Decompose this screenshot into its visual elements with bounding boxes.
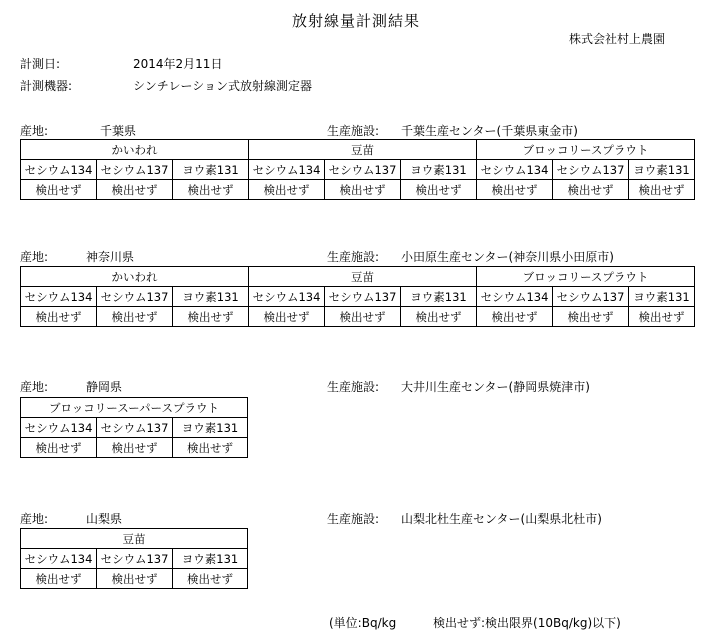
product-header: 豆苗 xyxy=(249,267,477,287)
isotope-header: セシウム137 xyxy=(97,160,173,180)
facility-label: 生産施設: xyxy=(327,124,380,138)
origin-value: 神奈川県 xyxy=(86,250,135,264)
origin-value: 静岡県 xyxy=(86,380,123,394)
isotope-header: ヨウ素131 xyxy=(629,160,695,180)
result-cell: 検出せず xyxy=(477,307,553,327)
result-cell: 検出せず xyxy=(553,307,629,327)
result-cell: 検出せず xyxy=(21,180,97,200)
results-table-kanagawa xyxy=(20,266,695,327)
result-cell: 検出せず xyxy=(629,180,695,200)
result-cell: 検出せず xyxy=(629,307,695,327)
result-cell: 検出せず xyxy=(553,180,629,200)
isotope-header: セシウム137 xyxy=(97,549,173,569)
product-header: 豆苗 xyxy=(249,140,477,160)
origin-value: 山梨県 xyxy=(86,512,123,526)
result-cell: 検出せず xyxy=(97,307,173,327)
date-value: 2014年2月11日 xyxy=(133,57,223,71)
detection-limit-note: 検出せず:検出限界(10Bq/kg)以下) xyxy=(433,616,621,630)
facility-value: 大井川生産センター(静岡県焼津市) xyxy=(401,380,590,394)
product-header: ブロッコリースプラウト xyxy=(477,267,695,287)
isotope-header: セシウム134 xyxy=(21,549,97,569)
isotope-header: セシウム134 xyxy=(21,287,97,307)
isotope-header: セシウム137 xyxy=(97,287,173,307)
unit-note: (単位:Bq/kg xyxy=(329,616,397,630)
product-header: ブロッコリースーパースプラウト xyxy=(21,398,248,418)
result-cell: 検出せず xyxy=(173,307,249,327)
result-cell: 検出せず xyxy=(249,180,325,200)
company-name: 株式会社村上農園 xyxy=(569,32,666,46)
result-cell: 検出せず xyxy=(325,307,401,327)
result-cell: 検出せず xyxy=(173,569,248,589)
facility-label: 生産施設: xyxy=(327,512,380,526)
isotope-header: ヨウ素131 xyxy=(173,287,249,307)
result-cell: 検出せず xyxy=(21,438,97,458)
isotope-header: セシウム134 xyxy=(249,160,325,180)
page-title: 放射線量計測結果 xyxy=(292,12,421,30)
facility-label: 生産施設: xyxy=(327,250,380,264)
origin-label: 産地: xyxy=(20,512,49,526)
isotope-header: セシウム137 xyxy=(553,287,629,307)
isotope-header: セシウム134 xyxy=(21,418,97,438)
isotope-header: ヨウ素131 xyxy=(173,549,248,569)
date-label: 計測日: xyxy=(20,57,61,71)
isotope-header: セシウム134 xyxy=(249,287,325,307)
isotope-header: セシウム134 xyxy=(477,287,553,307)
isotope-header: セシウム137 xyxy=(325,160,401,180)
result-cell: 検出せず xyxy=(173,180,249,200)
isotope-header: ヨウ素131 xyxy=(401,160,477,180)
product-header: かいわれ xyxy=(21,140,249,160)
isotope-header: ヨウ素131 xyxy=(173,418,248,438)
result-cell: 検出せず xyxy=(401,180,477,200)
result-cell: 検出せず xyxy=(21,307,97,327)
result-cell: 検出せず xyxy=(325,180,401,200)
result-cell: 検出せず xyxy=(477,180,553,200)
origin-label: 産地: xyxy=(20,380,49,394)
facility-label: 生産施設: xyxy=(327,380,380,394)
isotope-header: セシウム137 xyxy=(553,160,629,180)
result-cell: 検出せず xyxy=(97,180,173,200)
isotope-header: セシウム137 xyxy=(325,287,401,307)
facility-value: 千葉生産センター(千葉県東金市) xyxy=(401,124,578,138)
isotope-header: セシウム134 xyxy=(21,160,97,180)
result-cell: 検出せず xyxy=(21,569,97,589)
origin-label: 産地: xyxy=(20,250,49,264)
device-label: 計測機器: xyxy=(20,79,73,93)
isotope-header: セシウム137 xyxy=(97,418,173,438)
origin-value: 千葉県 xyxy=(100,124,137,138)
result-cell: 検出せず xyxy=(97,438,173,458)
results-table-yamanashi xyxy=(20,528,248,589)
product-header: 豆苗 xyxy=(21,529,248,549)
isotope-header: ヨウ素131 xyxy=(173,160,249,180)
isotope-header: ヨウ素131 xyxy=(629,287,695,307)
results-table-shizuoka xyxy=(20,397,248,458)
device-value: シンチレーション式放射線測定器 xyxy=(133,79,312,93)
result-cell: 検出せず xyxy=(173,438,248,458)
results-table-chiba xyxy=(20,139,695,200)
product-header: ブロッコリースプラウト xyxy=(477,140,695,160)
facility-value: 小田原生産センター(神奈川県小田原市) xyxy=(401,250,614,264)
isotope-header: セシウム134 xyxy=(477,160,553,180)
product-header: かいわれ xyxy=(21,267,249,287)
origin-label: 産地: xyxy=(20,124,49,138)
isotope-header: ヨウ素131 xyxy=(401,287,477,307)
result-cell: 検出せず xyxy=(401,307,477,327)
result-cell: 検出せず xyxy=(97,569,173,589)
result-cell: 検出せず xyxy=(249,307,325,327)
facility-value: 山梨北杜生産センター(山梨県北杜市) xyxy=(401,512,602,526)
